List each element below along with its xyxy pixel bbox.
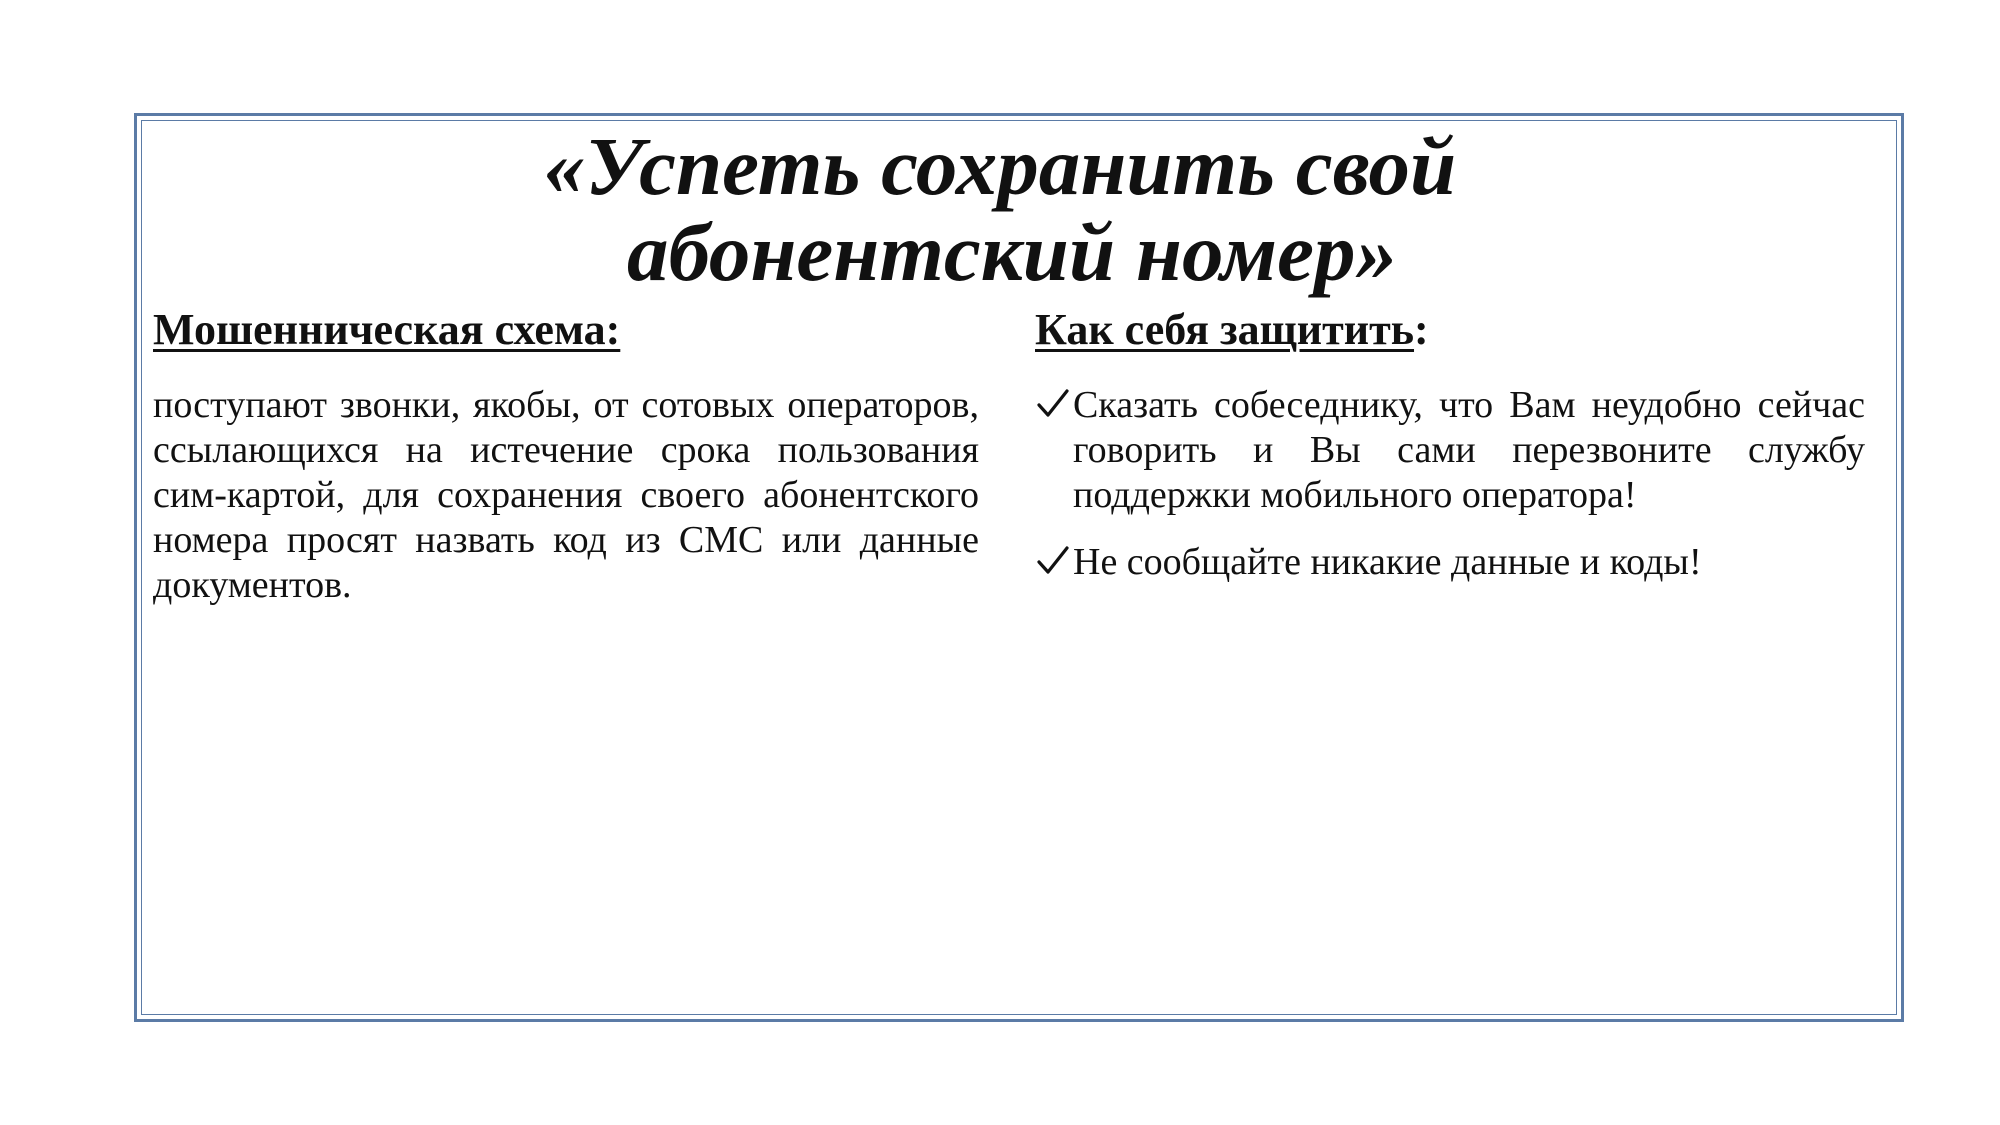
fraud-scheme-description: поступают звонки, якобы, от сотовых операторов, ссылающихся на истечение срока пользования сим-картой, для сохранения своего абонентского номера просят назвать код из СМС или данные документов. (153, 384, 979, 606)
checkmark-icon (1035, 386, 1071, 422)
protection-heading-colon: : (1414, 305, 1429, 354)
protection-heading (1035, 303, 1865, 357)
page-title-line-1: «Успеть сохранить свой (543, 120, 1457, 212)
protection-section (1035, 303, 1865, 607)
fraud-scheme-heading-text: Мошенническая схема: (153, 305, 621, 354)
fraud-scheme-heading (153, 303, 979, 357)
page-title (0, 120, 2000, 298)
protection-list (1035, 383, 1865, 585)
checkmark-icon (1035, 543, 1071, 579)
protection-heading-text: Как себя защитить (1035, 305, 1415, 354)
page-title-line-2: абонентский номер» (627, 206, 1397, 298)
protection-item-text: Не сообщайте никакие данные и коды! (1073, 541, 1702, 583)
fraud-scheme-section (153, 303, 979, 608)
protection-item-text: Сказать собеседнику, что Вам неудобно сейчас говорить и Вы сами перезвоните службу поддержки мобильного оператора! (1073, 384, 1865, 516)
list-item (1035, 383, 1865, 518)
list-item (1035, 540, 1865, 585)
